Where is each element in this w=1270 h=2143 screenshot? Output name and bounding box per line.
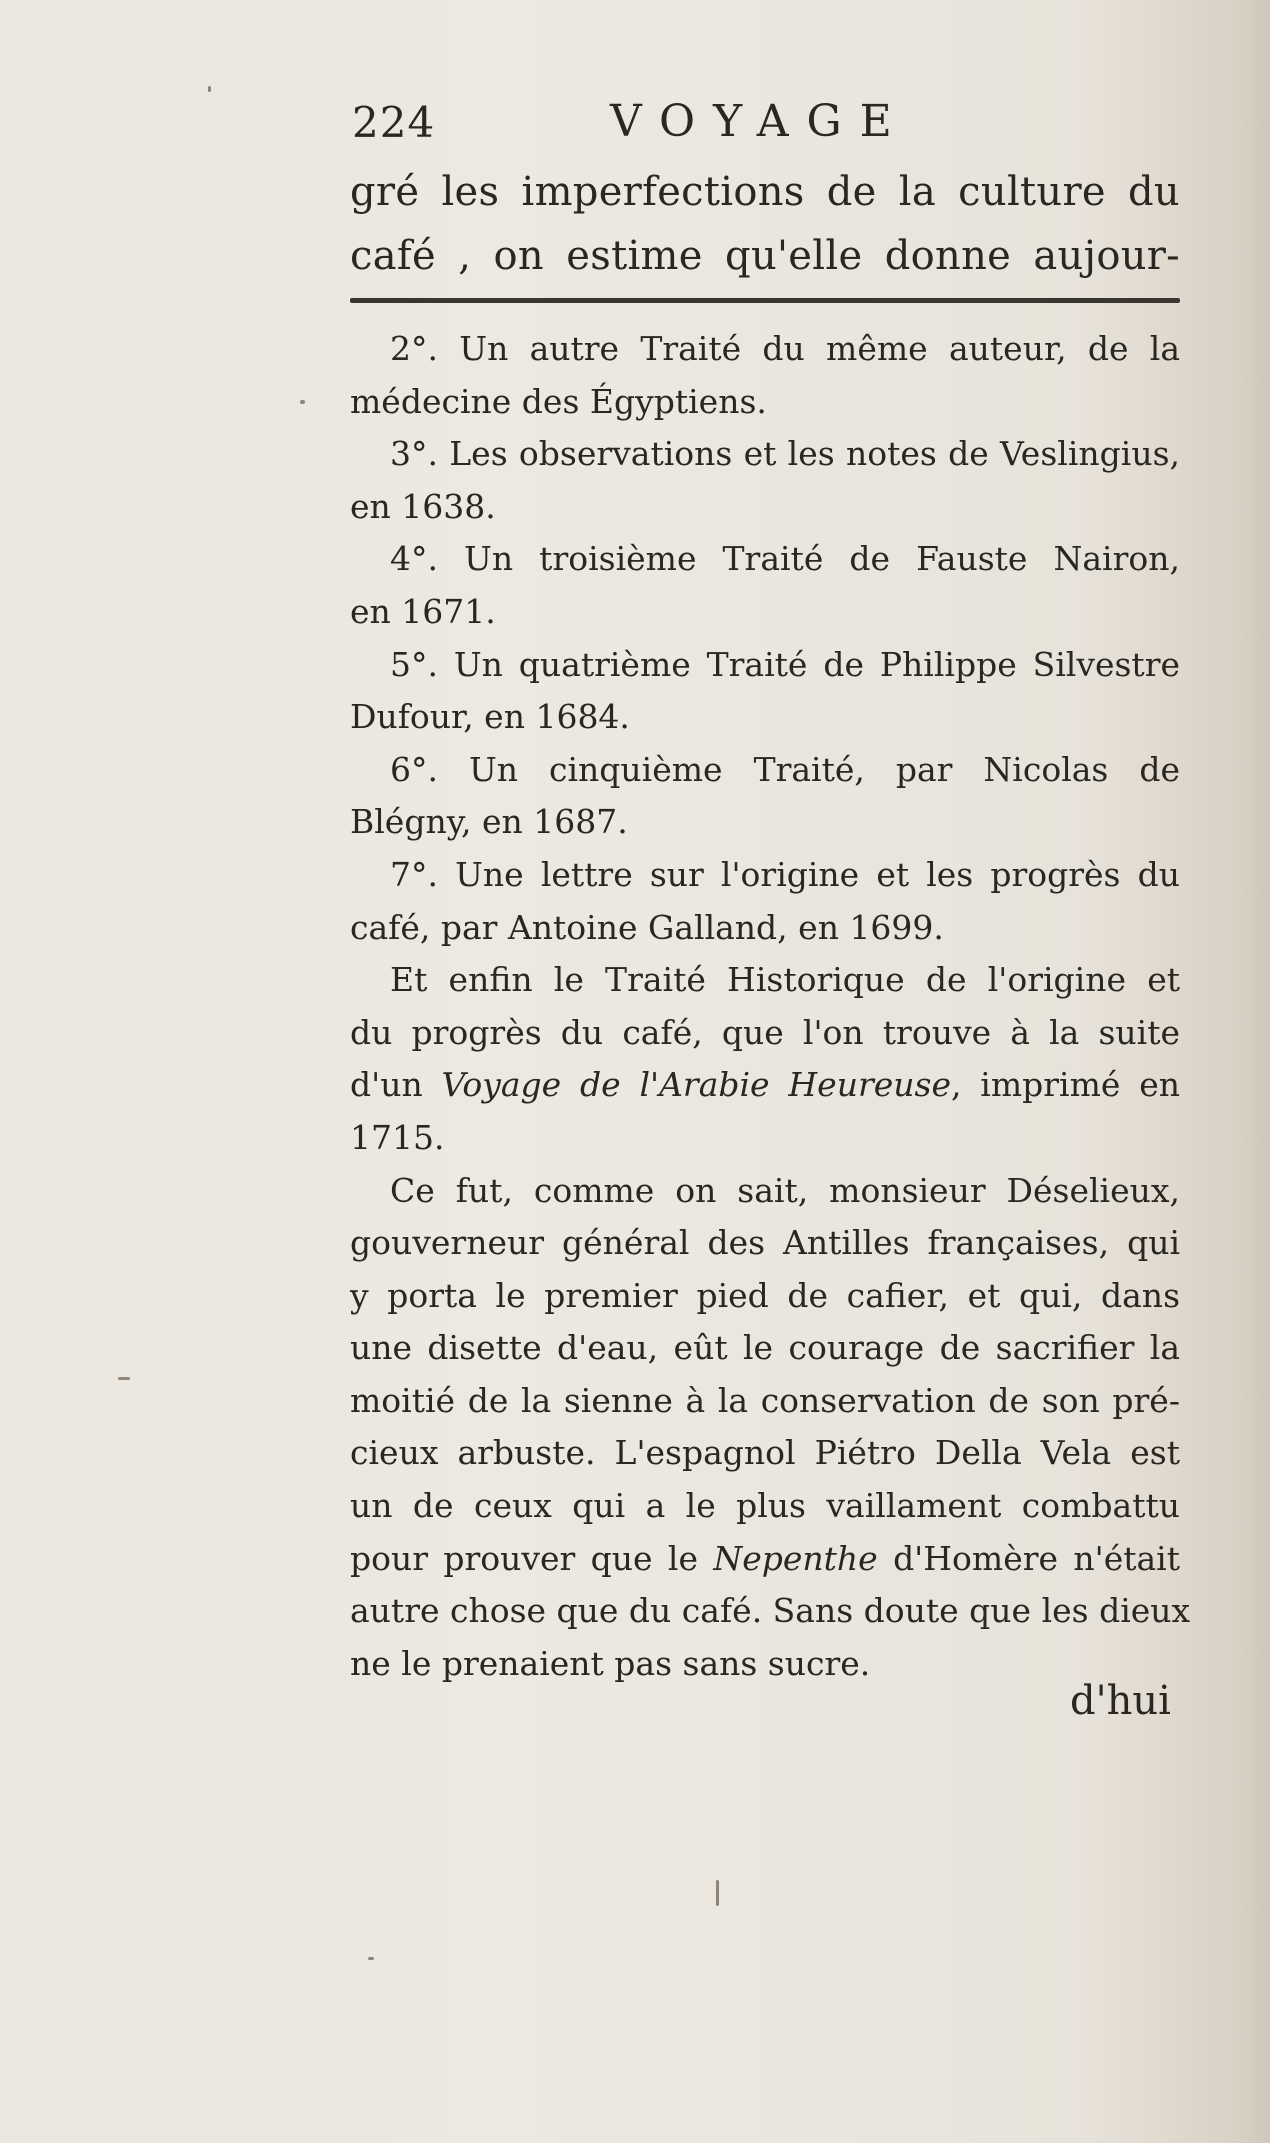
footnotes xyxy=(350,323,1191,1690)
footnote-line: 1715. xyxy=(350,1117,445,1157)
catchword: d'hui xyxy=(1070,1678,1171,1724)
page-number: 224 xyxy=(352,98,436,147)
main-text-line: gré les imperfections de la culture du xyxy=(350,169,1180,215)
italic-term: Nepenthe xyxy=(713,1538,878,1578)
running-title: VOYAGE xyxy=(610,96,910,147)
footnote-line xyxy=(350,1059,1180,1112)
footnote-line: café, par Antoine Galland, en 1699. xyxy=(350,907,944,947)
footnote-line: 5°. Un quatrième Traité de Philippe Silvestre xyxy=(390,644,1180,684)
footnote-line: 3°. Les observations et les notes de Veslingius, xyxy=(390,434,1180,474)
footnote-text: , imprimé en xyxy=(950,1065,1181,1105)
footnote-line: 7°. Une lettre sur l'origine et les progrès du xyxy=(390,854,1180,894)
footnote-line: Blégny, en 1687. xyxy=(350,802,628,842)
footnote-line: gouverneur général des Antilles françaises, qui xyxy=(350,1223,1180,1263)
footnote-line xyxy=(350,1533,1180,1586)
footnote-line: cieux arbuste. L'espagnol Piétro Della Vela est xyxy=(350,1433,1180,1473)
footnote-line: autre chose que du café. Sans doute que les dieux xyxy=(350,1591,1191,1631)
main-text-line: café , on estime qu'elle donne aujour- xyxy=(350,233,1180,279)
footnote-line: 2°. Un autre Traité du même auteur, de la xyxy=(390,329,1180,368)
footnote-line: du progrès du café, que l'on trouve à la suite xyxy=(350,1012,1180,1052)
footnote-line: Dufour, en 1684. xyxy=(350,697,630,737)
footnote-line: un de ceux qui a le plus vaillament combattu xyxy=(350,1486,1180,1526)
footnote-line: une disette d'eau, eût le courage de sacrifier la xyxy=(350,1328,1180,1368)
footnote-rule xyxy=(350,298,1180,303)
footnote-text: d'un xyxy=(350,1065,442,1105)
footnote-line: Ce fut, comme on sait, monsieur Déselieux, xyxy=(390,1170,1180,1210)
footnote-text: d'Homère n'était xyxy=(877,1538,1180,1578)
running-head xyxy=(350,96,1180,160)
text-block xyxy=(350,96,1191,1690)
footnote-line: médecine des Égyptiens. xyxy=(350,381,767,421)
footnote-text: pour prouver que le xyxy=(350,1538,714,1578)
footnote-line: y porta le premier pied de cafier, et qui, dans xyxy=(350,1275,1180,1315)
footnote-line: en 1638. xyxy=(350,486,496,526)
footnote-line: en 1671. xyxy=(350,591,496,631)
footnote-line: 6°. Un cinquième Traité, par Nicolas de xyxy=(390,749,1180,789)
footnote-line: moitié de la sienne à la conservation de son pré- xyxy=(350,1380,1180,1420)
italic-book-title: Voyage de l'Arabie Heureuse xyxy=(441,1065,951,1105)
footnote-line: 4°. Un troisième Traité de Fauste Nairon, xyxy=(390,539,1180,579)
footnote-line: Et enfin le Traité Historique de l'origine et xyxy=(390,960,1180,1000)
footnote-line: ne le prenaient pas sans sucre. xyxy=(350,1643,871,1683)
